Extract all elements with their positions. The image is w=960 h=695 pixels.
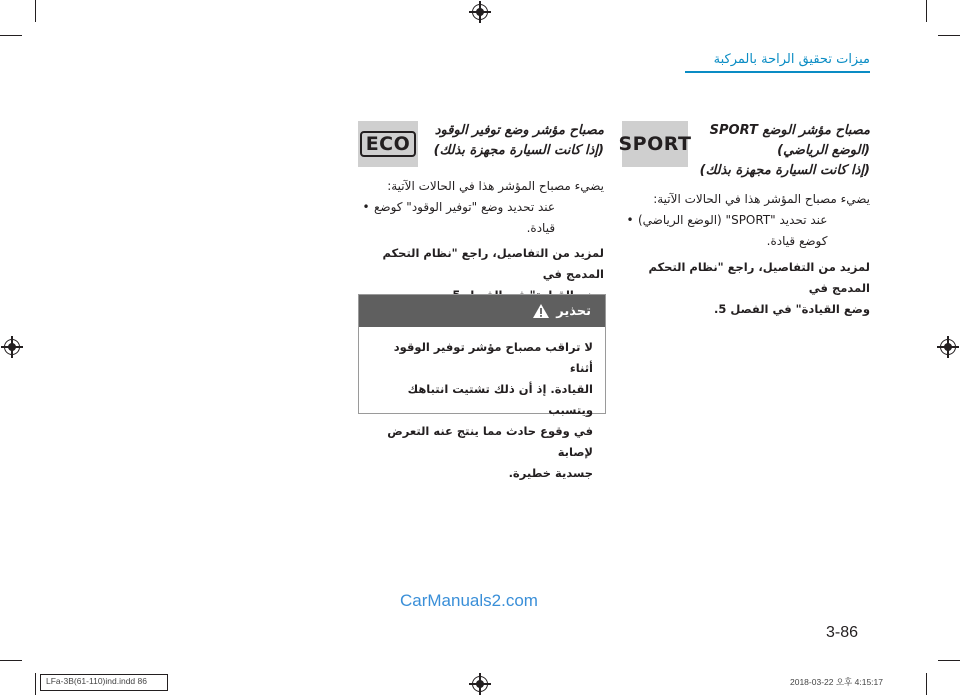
sport-title-line: (الوضع الرياضي): [777, 143, 870, 158]
bullet-dot: •: [362, 200, 370, 214]
warning-box: [358, 294, 606, 480]
eco-note-line: لمزيد من التفاصيل، راجع "نظام التحكم المدمج في: [382, 246, 604, 281]
crop-mark: [35, 0, 36, 22]
footer-datetime: 2018-03-22 오후 4:15:17: [790, 677, 883, 687]
crop-mark: [0, 660, 22, 661]
sport-description: يضيء مصباح المؤشر هذا في الحالات الآتية:: [653, 192, 870, 206]
eco-bullet-line: عند تحديد وضع "توفير الوقود" كوضع: [374, 200, 556, 214]
crop-mark: [0, 35, 22, 36]
sport-reference-note: [622, 257, 870, 320]
warning-line: جسدية خطيرة.: [508, 466, 593, 480]
eco-bullet: [358, 197, 604, 239]
eco-description-block: [358, 176, 604, 239]
sport-title-line: (إذا كانت السيارة مجهزة بذلك): [699, 163, 870, 178]
eco-indicator-icon: [358, 121, 418, 167]
crop-mark: [926, 0, 927, 22]
eco-icon-label: ECO: [360, 131, 417, 157]
sport-indicator-icon: [618, 121, 692, 167]
header-rule: [685, 71, 870, 73]
warning-line: القيادة. إذ أن ذلك تشتيت انتباهك ويتسبب: [407, 382, 593, 417]
registration-mark-right: [940, 339, 956, 355]
eco-title-line: مصباح مؤشر وضع توفير الوقود: [434, 123, 604, 138]
eco-bullet-line: قيادة.: [526, 221, 556, 235]
registration-mark-top: [472, 4, 488, 20]
registration-mark-left: [4, 339, 20, 355]
sport-title-line: مصباح مؤشر الوضع SPORT: [709, 123, 870, 138]
crop-mark: [35, 673, 36, 695]
warning-body: [359, 327, 605, 496]
registration-mark-bottom: [472, 676, 488, 692]
warning-header: [359, 295, 605, 327]
eco-description: يضيء مصباح المؤشر هذا في الحالات الآتية:: [387, 179, 604, 193]
sport-note-line: لمزيد من التفاصيل، راجع "نظام التحكم المدمج في: [648, 260, 870, 295]
eco-title-line: (إذا كانت السيارة مجهزة بذلك): [433, 143, 604, 158]
crop-mark: [926, 673, 927, 695]
section-header: ميزات تحقيق الراحة بالمركبة: [713, 52, 870, 67]
eco-title: [422, 121, 604, 161]
crop-mark: [938, 660, 960, 661]
footer-file: LFa-3B(61-110)ind.indd 86: [46, 676, 147, 686]
sport-bullet-line: عند تحديد "SPORT" (الوضع الرياضي): [638, 213, 828, 227]
warning-line: في وقوع حادث مما ينتج عنه التعرض لإصابة: [387, 424, 593, 459]
sport-description-block: [622, 189, 870, 252]
warning-triangle-icon: [532, 303, 550, 319]
sport-icon-label: SPORT: [618, 133, 692, 155]
warning-title: تحذير: [556, 303, 591, 319]
watermark: CarManuals2.com: [400, 591, 538, 610]
sport-bullet: [622, 210, 870, 252]
page-number: 3-86: [826, 624, 859, 641]
warning-line: لا تراقب مصباح مؤشر توفير الوقود أثناء: [393, 340, 593, 375]
bullet-dot: •: [626, 213, 634, 227]
sport-note-line: وضع القيادة" في الفصل 5.: [713, 302, 870, 316]
crop-mark: [938, 35, 960, 36]
sport-bullet-line: كوضع قيادة.: [766, 234, 828, 248]
sport-title: [692, 121, 870, 181]
